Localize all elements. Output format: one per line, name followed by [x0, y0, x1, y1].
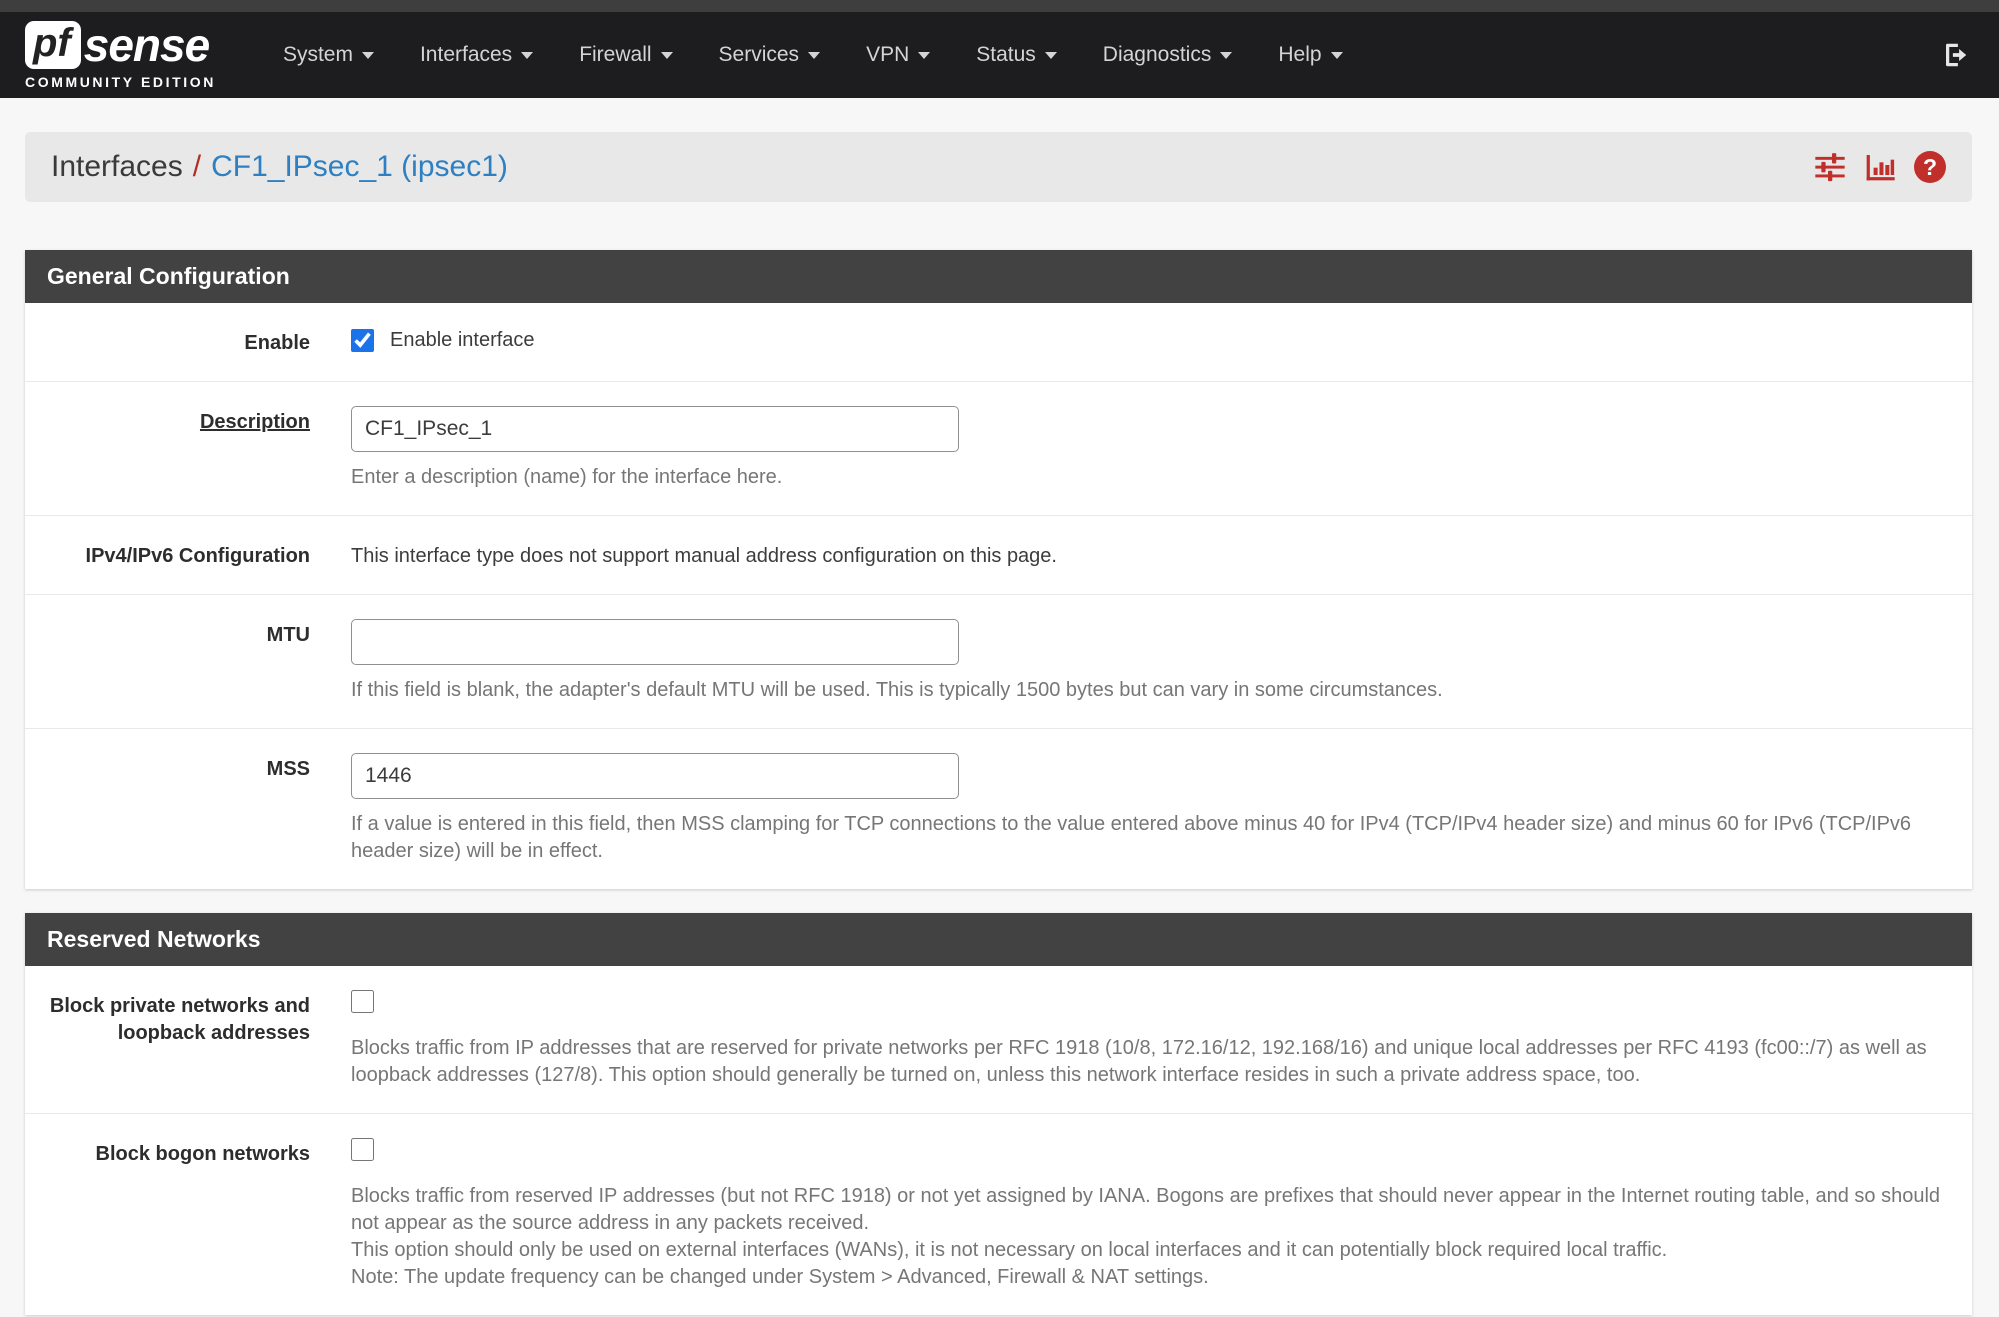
chevron-down-icon — [661, 52, 673, 59]
mss-label: MSS — [266, 758, 310, 780]
block-bogon-networks-help-line1: Blocks traffic from reserved IP addresses (but not RFC 1918) or not yet assigned by IANA. Bogons are prefixes that should never appear in the Internet routing table, and so should not appear as the source address in any packets received. — [351, 1185, 1941, 1234]
nav-item-label: Interfaces — [419, 43, 513, 66]
main-menu — [260, 31, 1941, 79]
nav-item-label: VPN — [866, 43, 910, 66]
mtu-help-text: If this field is blank, the adapter's default MTU will be used. This is typically 1500 bytes but can vary in some circumstances. — [351, 679, 1443, 701]
community-edition-label: COMMUNITY EDITION — [25, 73, 216, 90]
ip-configuration-row — [25, 516, 1972, 595]
pf-logo-badge: pf — [25, 21, 81, 69]
nav-item-label: Help — [1278, 43, 1322, 66]
nav-item-status[interactable] — [953, 31, 1080, 79]
description-row — [25, 382, 1972, 516]
block-private-networks-checkbox[interactable] — [351, 990, 374, 1013]
breadcrumb-section: Interfaces — [51, 150, 183, 183]
nav-item-label: Diagnostics — [1102, 43, 1212, 66]
question-circle-icon[interactable]: ? — [1914, 151, 1946, 183]
nav-item-vpn[interactable] — [843, 31, 953, 79]
nav-item-label: Status — [976, 43, 1036, 66]
enable-row — [25, 303, 1972, 382]
general-configuration-header: General Configuration — [25, 250, 1972, 303]
block-private-networks-help-text: Blocks traffic from IP addresses that are reserved for private networks per RFC 1918 (10/8, 172.16/12, 192.168/16) and unique local addresses per RFC 4193 (fc00::/7) as well as loopback addresses (127/8). This option should generally be turned on, unless this network interface resides in such a private address space, too. — [351, 1037, 1927, 1086]
breadcrumb-separator: / — [192, 150, 202, 183]
block-bogon-networks-help-line2: This option should only be used on external interfaces (WANs), it is not necessary on local interfaces and it can potentially block required local traffic. — [351, 1239, 1668, 1261]
description-label: Description — [199, 411, 310, 433]
enable-label: Enable — [244, 332, 310, 354]
nav-item-label: System — [282, 43, 353, 66]
nav-item-label: Services — [718, 43, 800, 66]
nav-item-system[interactable] — [260, 31, 397, 79]
general-configuration-panel — [25, 250, 1972, 889]
block-bogon-networks-help-line3: Note: The update frequency can be changed under System > Advanced, Firewall & NAT settings. — [351, 1266, 1209, 1288]
breadcrumb-page-link[interactable]: CF1_IPsec_1 (ipsec1) — [211, 150, 508, 183]
mss-row — [25, 729, 1972, 889]
chevron-down-icon — [362, 52, 374, 59]
block-bogon-networks-label: Block bogon networks — [95, 1143, 310, 1165]
chevron-down-icon — [1045, 52, 1057, 59]
top-navbar — [0, 12, 1999, 98]
mss-input[interactable] — [351, 753, 959, 799]
nav-item-interfaces[interactable] — [397, 31, 556, 79]
description-input[interactable] — [351, 406, 959, 452]
nav-item-firewall[interactable] — [556, 31, 695, 79]
mss-help-text: If a value is entered in this field, then MSS clamping for TCP connections to the value entered above minus 40 for IPv4 (TCP/IPv4 header size) and minus 60 for IPv6 (TCP/IPv6 header size) will be in effect. — [351, 813, 1912, 862]
chevron-down-icon — [808, 52, 820, 59]
mtu-row — [25, 595, 1972, 729]
window-top-strip — [0, 0, 1999, 12]
chevron-down-icon — [1331, 52, 1343, 59]
nav-item-diagnostics[interactable] — [1080, 31, 1256, 79]
chevron-down-icon — [1220, 52, 1232, 59]
enable-interface-checkbox[interactable] — [351, 329, 374, 352]
block-private-networks-row — [25, 966, 1972, 1114]
reserved-networks-header: Reserved Networks — [25, 913, 1972, 966]
chevron-down-icon — [521, 52, 533, 59]
block-bogon-networks-checkbox[interactable] — [351, 1138, 374, 1161]
ip-configuration-label: IPv4/IPv6 Configuration — [85, 545, 310, 567]
chevron-down-icon — [918, 52, 930, 59]
block-bogon-networks-row — [25, 1114, 1972, 1315]
pfsense-logo-text: sense — [83, 18, 210, 71]
nav-item-label: Firewall — [579, 43, 652, 66]
breadcrumb — [25, 132, 1972, 202]
nav-item-services[interactable] — [696, 31, 844, 79]
ip-configuration-text: This interface type does not support manual address configuration on this page. — [351, 545, 1057, 567]
block-private-networks-label: Block private networks and loopback addresses — [49, 995, 310, 1044]
description-help-text: Enter a description (name) for the interface here. — [351, 466, 783, 488]
pfsense-logo[interactable] — [25, 18, 216, 90]
sliders-icon[interactable] — [1814, 151, 1846, 183]
nav-item-help[interactable] — [1255, 31, 1365, 79]
mtu-label: MTU — [266, 624, 310, 646]
reserved-networks-panel — [25, 913, 1972, 1315]
mtu-input[interactable] — [351, 619, 959, 665]
enable-interface-checkbox-label: Enable interface — [390, 329, 535, 351]
bar-chart-icon[interactable] — [1864, 151, 1896, 183]
sign-out-icon[interactable] — [1941, 40, 1971, 70]
